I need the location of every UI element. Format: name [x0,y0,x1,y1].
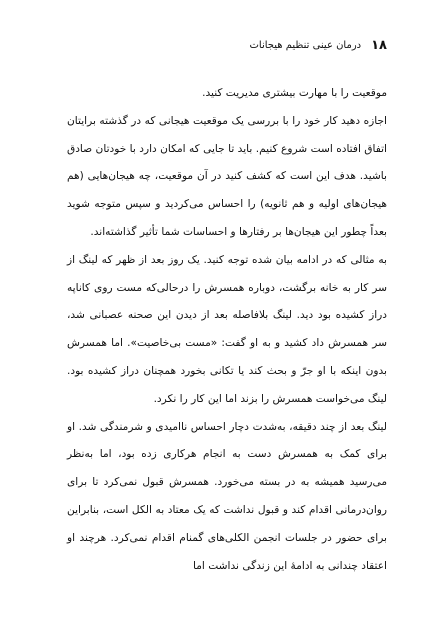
paragraph-2: اجازه دهید کار خود را با بررسی یک موقعیت هیجانی که در گذشته برایتان اتفاق افتاده است شروع کنیم. باید تا جایی که امکان دارد با خودتان صادق باشید. هدف این است که کشف کنید در آن موقعیت، چه هیجان‌هایی (هم هیجان‌های اولیه و هم ثانویه) را احساس می‌کردید و سپس متوجه شوید بعداً چطور این هیجان‌ها بر رفتارها و احساسات شما تأثیر گذاشته‌اند. [67,114,387,238]
paragraph-1: موقعیت را با مهارت بیشتری مدیریت کنید. [202,87,387,99]
body-text [67,80,387,580]
page-number: ۱۸ [371,37,387,53]
page-header [249,36,387,54]
paragraph-4: لینگ بعد از چند دقیقه، به‌شدت دچار احساس ناامیدی و شرمندگی شد. او برای کمک به همسرش دست به انجام هرکاری زده بود، اما به‌نظر می‌رسید همیشه به در بسته می‌خورد. همسرش قبول نمی‌کرد تا برای روان‌درمانی اقدام کند و قبول نداشت که یک معتاد به الکل است، بنابراین برای حضور در جلسات انجمن الکلی‌های گمنام اقدام نمی‌کرد. هرچند او اعتقاد چندانی به ادامهٔ این زندگی نداشت اما [67,420,387,572]
paragraph-3: به مثالی که در ادامه بیان شده توجه کنید. یک روز بعد از ظهر که لینگ از سر کار به خانه برگشت، دوباره همسرش را درحالی‌که مست روی کاناپه دراز کشیده بود دید. لینگ بلافاصله بعد از دیدن این صحنه عصبانی شد، سر همسرش داد کشید و به او گفت: «مست بی‌خاصیت». اما همسرش بدون اینکه با او جرّ و بحث کند یا تکانی بخورد همچنان دراز کشیده بود. لینگ می‌خواست همسرش را بزند اما این کار را نکرد. [67,253,387,405]
running-title: درمان عینی تنظیم هیجانات [249,39,362,51]
